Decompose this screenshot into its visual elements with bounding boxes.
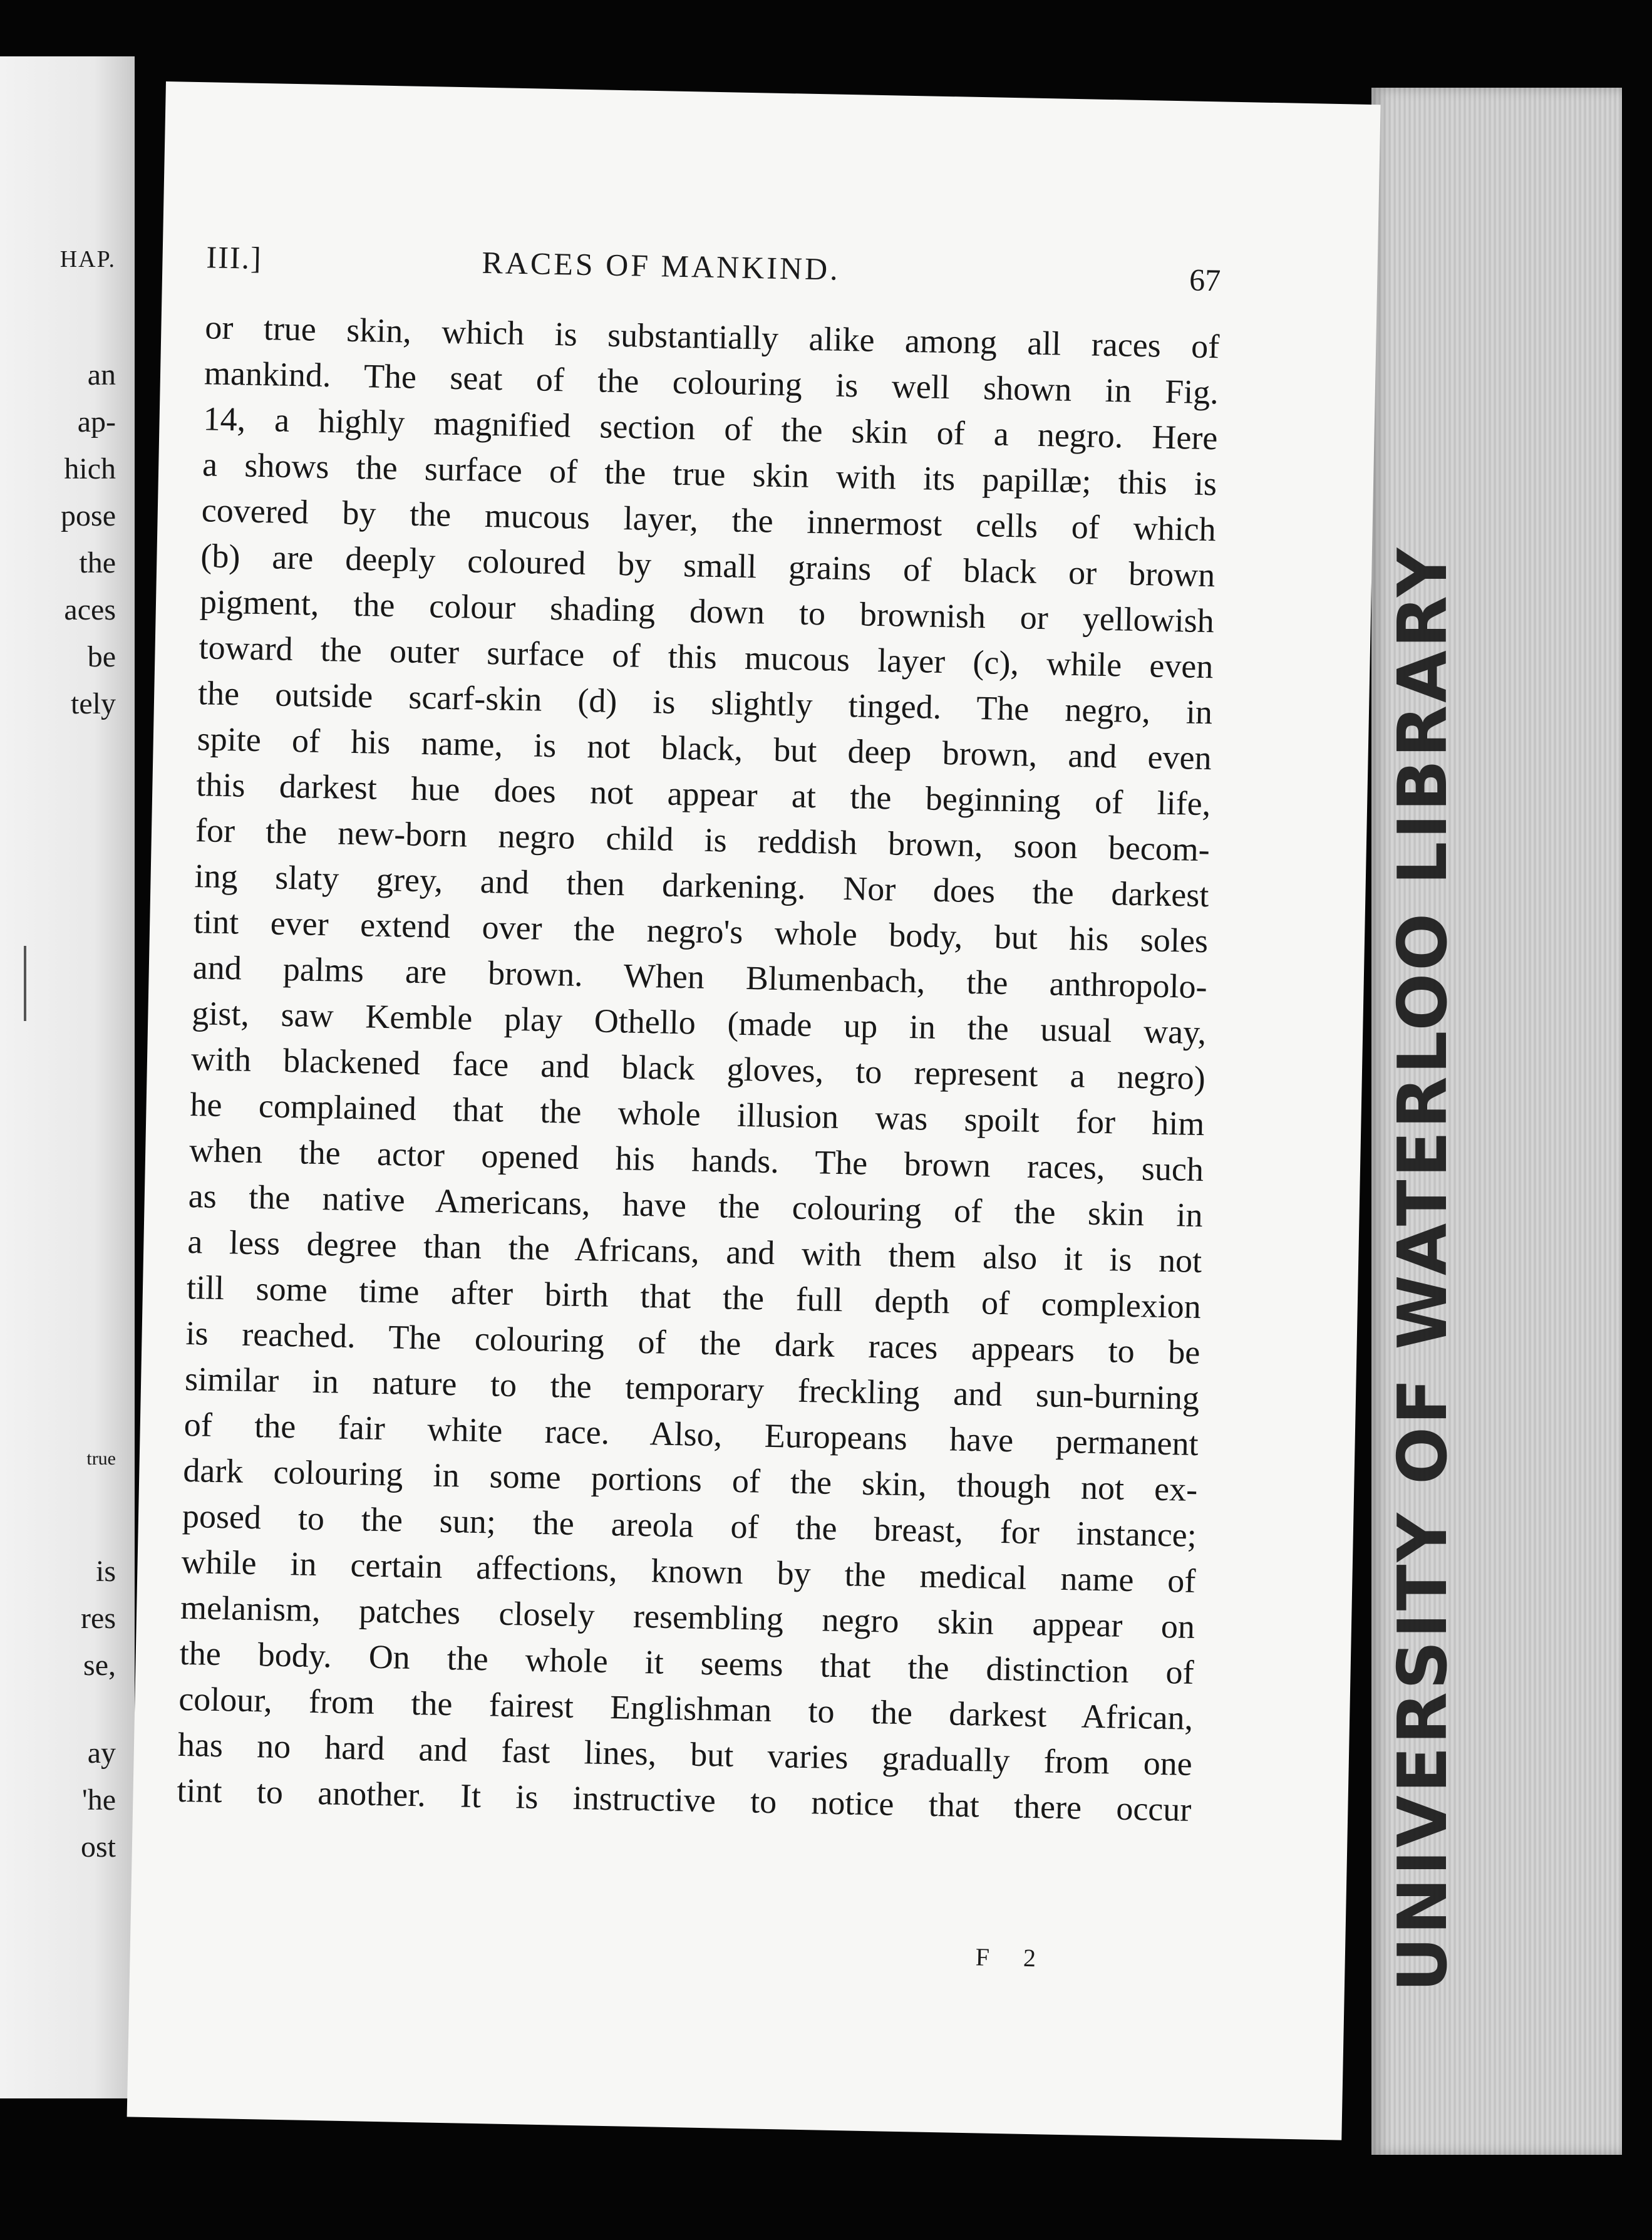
left-page-fragment: ost (80, 1830, 116, 1864)
text-line: of the fair white race. Also, Europeans have permanent (183, 1405, 1199, 1463)
chapter-marker: III.] (206, 239, 263, 276)
text-line: 14, a highly magnified section of the skin of a negro. Here (203, 400, 1218, 457)
text-line: pigment, the colour shading down to brownish or yellowish (199, 583, 1215, 640)
left-page-fragment: hich (64, 452, 116, 485)
left-page-fragment: is (95, 1555, 116, 1588)
page-number: 67 (1189, 262, 1221, 298)
text-line: a shows the surface of the true skin with its papillæ; this is (202, 445, 1217, 503)
text-line: a less degree than the Africans, and with them also it is not (187, 1223, 1202, 1280)
text-line: similar in nature to the temporary freckling and sun-burning (184, 1359, 1200, 1418)
left-page-fragment: ap- (77, 405, 116, 438)
text-line: when the actor opened his hands. The brown races, such (188, 1131, 1204, 1189)
left-page-fragment: res (81, 1602, 116, 1635)
left-page-fragment: the (79, 546, 116, 579)
text-line: ing slaty grey, and then darkening. Nor does the darkest (194, 857, 1209, 915)
text-line: while in certain affections, known by the medical name of (181, 1542, 1196, 1600)
body-text (177, 304, 1220, 1833)
text-line: colour, from the fairest Englishman to the darkest African, (178, 1679, 1194, 1737)
text-line: posed to the sun; the areola of the breast, for instance; (182, 1496, 1197, 1555)
text-line: (b) are deeply coloured by small grains of black or brown (200, 537, 1216, 594)
left-page-fragment: 'he (82, 1783, 116, 1817)
left-page-fragment: be (87, 640, 116, 673)
text-line: is reached. The colouring of the dark races appears to be (185, 1314, 1200, 1372)
left-page-fragment: HAP. (59, 246, 116, 272)
left-page-fragment: aces (64, 593, 116, 626)
text-line: tint ever extend over the negro's whole body, but his soles (193, 903, 1209, 960)
left-page-fragment: se, (83, 1649, 116, 1682)
left-page-fragment: ay (87, 1736, 116, 1770)
text-line: has no hard and fast lines, but varies gradually from one (177, 1725, 1193, 1783)
text-line: gist, saw Kemble play Othello (made up in the usual way, (191, 994, 1207, 1052)
text-line: melanism, patches closely resembling negro skin appear on (180, 1588, 1195, 1646)
text-line: mankind. The seat of the colouring is well shown in Fig. (204, 354, 1219, 412)
running-header (206, 239, 1221, 302)
text-line: this darkest hue does not appear at the beginning of life, (195, 765, 1211, 823)
text-line: as the native Americans, have the colouring of the skin in (188, 1177, 1204, 1235)
signature-mark: F 2 (975, 1942, 1050, 1973)
text-line: for the new-born negro child is reddish brown, soon becom- (195, 811, 1211, 869)
left-page-fragment: pose (61, 499, 116, 532)
book-page (127, 81, 1381, 2140)
text-line: the body. On the whole it seems that the distinction of (179, 1634, 1195, 1691)
text-line: dark colouring in some portions of the skin, though not ex- (182, 1451, 1198, 1509)
text-line: toward the outer surface of this mucous layer (c), while even (199, 628, 1214, 686)
text-line: the outside scarf-skin (d) is slightly tinged. The negro, in (197, 674, 1213, 732)
text-line: till some time after birth that the full depth of complexion (186, 1268, 1202, 1326)
text-line: tint to another. It is instructive to notice that there occur (177, 1771, 1192, 1828)
text-line: he complained that the whole illusion was spoilt for him (190, 1086, 1205, 1143)
text-line: and palms are brown. When Blumenbach, the anthropolo- (192, 948, 1208, 1006)
text-line: covered by the mucous layer, the innermost cells of which (201, 491, 1217, 549)
margin-rule (24, 946, 26, 1021)
running-title: RACES OF MANKIND. (482, 244, 841, 287)
text-line: or true skin, which is substantially alike among all races of (204, 308, 1220, 366)
text-line: with blackened face and black gloves, to represent a negro) (190, 1040, 1206, 1097)
previous-page-edge (0, 56, 135, 2098)
left-page-fragment: tely (71, 687, 116, 720)
library-edge-stamp: UNIVERSITY OF WATERLOO LIBRARY (1384, 545, 1462, 1992)
left-page-fragment: true (86, 1448, 116, 1469)
left-page-fragment: an (87, 358, 116, 391)
text-line: spite of his name, is not black, but deep brown, and even (197, 720, 1212, 777)
